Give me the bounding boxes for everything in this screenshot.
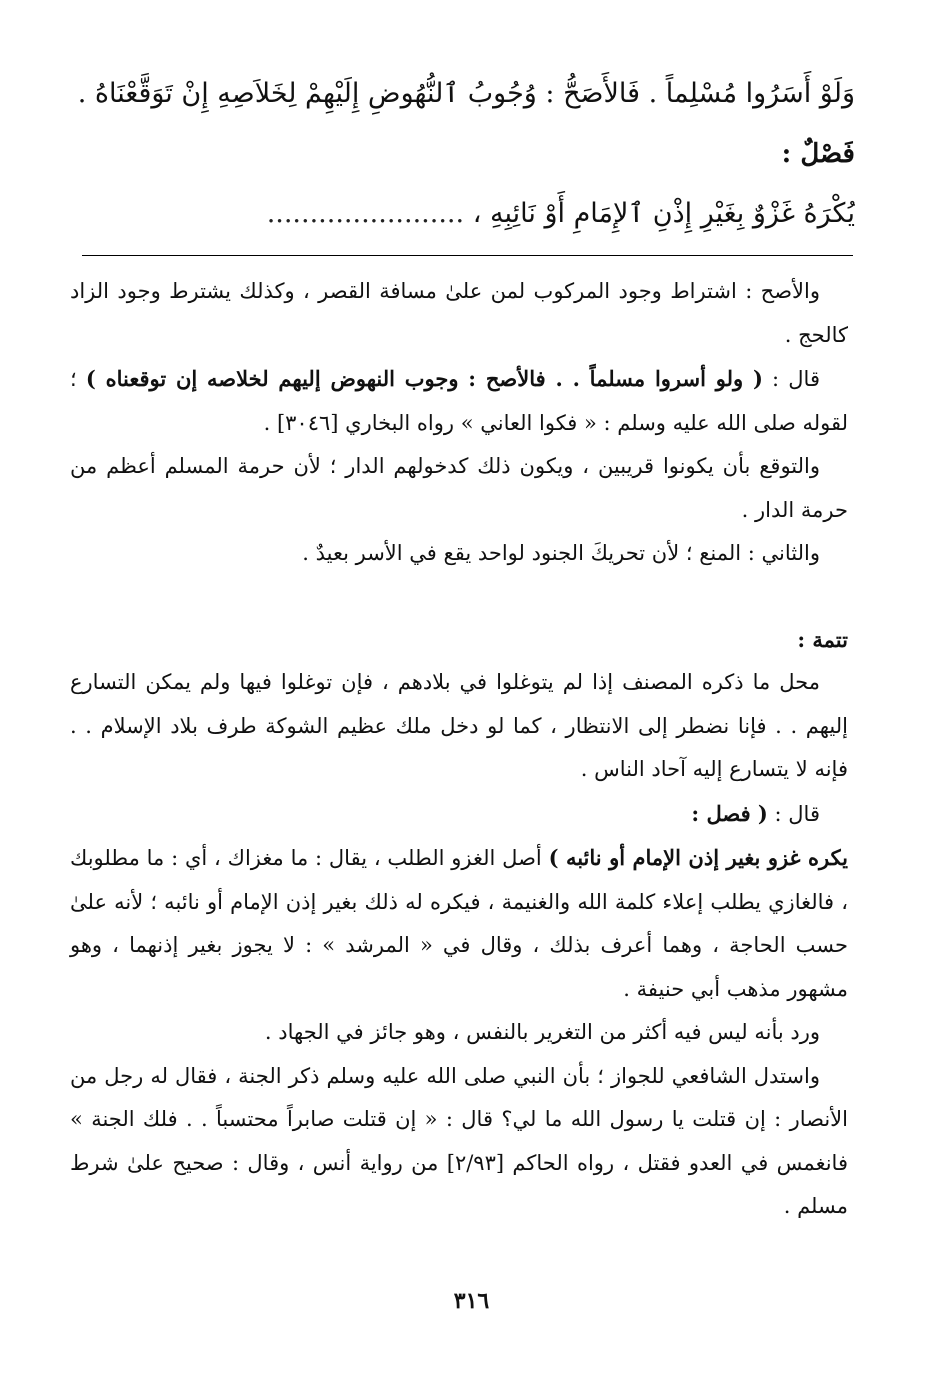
- dotted-leader: .......................: [266, 198, 465, 229]
- paragraph: محل ما ذكره المصنف إذا لم يتوغلوا في بلادهم ، فإن توغلوا فيها ولم يمكن التسارع إليهم . . فإنا نضطر إلى الانتظار ، كما لو دخل ملك عظيم الشوكة طرف بلاد الإسلام . . فإنه لا يتسارع إليه آحاد الناس .: [70, 670, 848, 781]
- matn-text-block: [70, 62, 855, 246]
- qala-prefix: قال :: [767, 801, 820, 826]
- separator-rule: [82, 255, 853, 256]
- paragraph: ورد بأنه ليس فيه أكثر من التغرير بالنفس ، وهو جائز في الجهاد .: [264, 1020, 820, 1044]
- quoted-matn: يكره غزو بغير إذن الإمام أو نائبه ): [548, 845, 849, 870]
- quoted-matn: ( فصل :: [691, 800, 768, 826]
- quoted-matn: ( ولو أسروا مسلماً . . فالأصح : وجوب النهوض إليهم لخلاصه إن توقعناه ): [85, 366, 763, 391]
- commentary-block: [70, 270, 848, 1229]
- paragraph: [70, 792, 848, 837]
- paragraph: والثاني : المنع ؛ لأن تحريكَ الجنود لواحد يقع في الأسر بعيدٌ .: [302, 541, 820, 565]
- fasl-heading: فَصْلٌ :: [781, 139, 855, 169]
- qala-prefix: قال :: [762, 367, 820, 391]
- paragraph: [70, 836, 848, 1011]
- matn-line: [70, 182, 855, 246]
- matn-line: وَلَوْ أَسَرُوا مُسْلِماً . فَالأَصَحُّ : وُجُوبُ ٱلنُّهُوضِ إِلَيْهِمْ لِخَلاَصِهِ إِنْ تَوَقَّعْنَاهُ .: [77, 78, 855, 109]
- paragraph: واستدل الشافعي للجواز ؛ بأن النبي صلى الله عليه وسلم ذكر الجنة ، فقال له رجل من الأنصار : إن قتلت يا رسول الله ما لي؟ قال : « إن قتلت صابراً محتسباً . . فلك الجنة » فانغمس في العدو فقتل ، رواه الحاكم [٢/٩٣] من رواية أنس ، وقال : صحيح علىٰ شرط مسلم .: [70, 1063, 848, 1218]
- page-number: ٣١٦: [453, 1288, 490, 1314]
- spacer: [70, 576, 848, 618]
- paragraph-text: ؛ لقوله صلى الله عليه وسلم : « فكوا العاني » رواه البخاري [٣٠٤٦] .: [70, 367, 848, 435]
- tatimma-heading: تتمة :: [797, 626, 848, 652]
- paragraph-text: أصل الغزو الطلب ، يقال : ما مغزاك ، أي : ما مطلوبك ، فالغازي يطلب إعلاء كلمة الله والغنيمة ، فيكره له ذلك بغير إذن الإمام أو نائبه ؛ لأنه علىٰ حسب الحاجة ، وهما أعرف بذلك ، وقال في « المرشد » : لا يجوز بغير إذنهما ، وهو مشهور مذهب أبي حنيفة .: [70, 846, 848, 1001]
- paragraph: والأصح : اشتراط وجود المركوب لمن علىٰ مسافة القصر ، وكذلك يشترط وجود الزاد كالحج .: [70, 279, 848, 347]
- matn-text: يُكْرَهُ غَزْوٌ بِغَيْرِ إِذْنِ ٱلإِمَامِ أَوْ نَائِبِهِ ،: [472, 198, 855, 229]
- paragraph: والتوقع بأن يكونوا قريبين ، ويكون ذلك كدخولهم الدار ؛ لأن حرمة المسلم أعظم من حرمة الدار .: [70, 454, 848, 522]
- paragraph: [70, 357, 848, 445]
